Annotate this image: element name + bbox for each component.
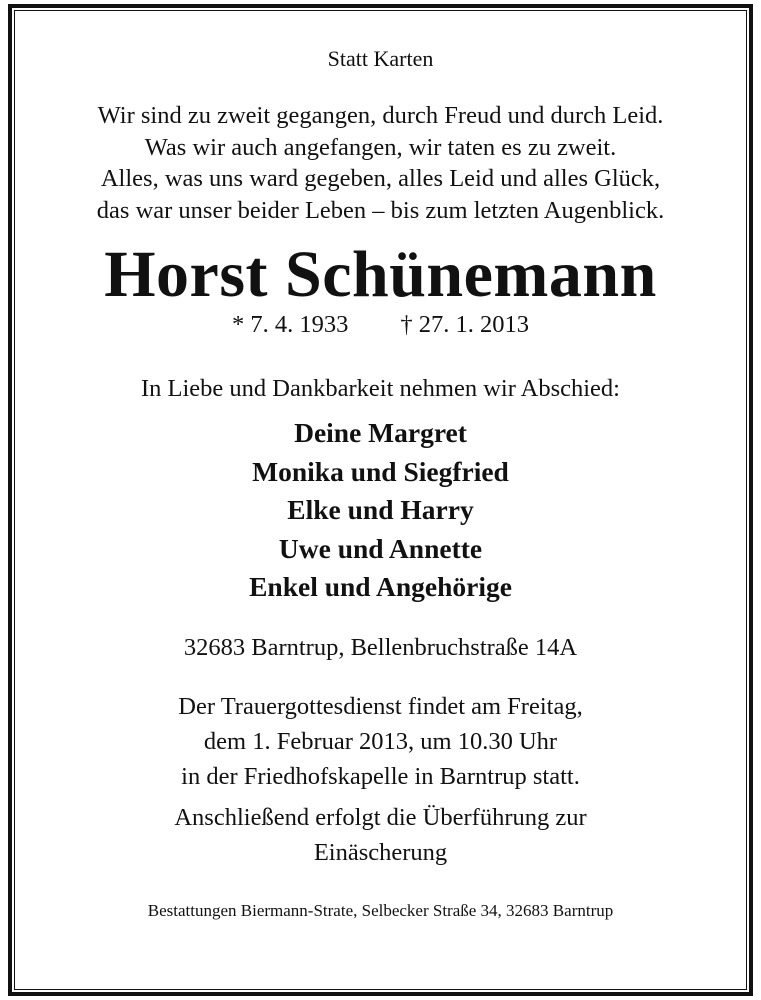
poem-line: Alles, was uns ward gegeben, alles Leid und alles Glück,	[100, 165, 661, 192]
service-line: Der Trauergottesdienst findet am Freitag,	[178, 692, 583, 720]
birth-date: * 7. 4. 1933	[232, 311, 349, 338]
transfer-line: Einäscherung	[313, 838, 448, 866]
family-address: 32683 Barntrup, Bellenbruchstraße 14A	[183, 633, 578, 661]
mourners-list	[14, 414, 747, 607]
deceased-name: Horst Schünemann	[104, 238, 657, 311]
mourner: Uwe und Annette	[278, 532, 483, 564]
poem-line: Wir sind zu zweit gegangen, durch Freud und durch Leid.	[97, 102, 664, 129]
poem-line: Was wir auch angefangen, wir taten es zu zweit.	[144, 133, 617, 161]
life-dates	[14, 310, 747, 340]
transfer-info	[14, 800, 747, 870]
poem-line: das war unser beider Leben – bis zum letzten Augenblick.	[96, 196, 665, 224]
farewell-text: In Liebe und Dankbarkeit nehmen wir Abschied:	[141, 375, 620, 402]
service-line: dem 1. Februar 2013, um 10.30 Uhr	[203, 727, 558, 755]
death-date: † 27. 1. 2013	[400, 311, 529, 338]
mourner: Enkel und Angehörige	[249, 571, 512, 602]
mourner: Elke und Harry	[287, 494, 474, 525]
poem	[14, 100, 747, 226]
transfer-line: Anschließend erfolgt die Überführung zur	[174, 803, 587, 831]
mourner: Monika und Siegfried	[252, 455, 509, 487]
header-statt-karten: Statt Karten	[327, 46, 434, 71]
undertaker-info: Bestattungen Biermann-Strate, Selbecker Straße 34, 32683 Barntrup	[147, 900, 614, 920]
service-line: in der Friedhofskapelle in Barntrup statt.	[181, 762, 580, 790]
mourner: Deine Margret	[294, 417, 467, 448]
funeral-service-info	[14, 689, 747, 794]
obituary-notice	[14, 10, 747, 922]
